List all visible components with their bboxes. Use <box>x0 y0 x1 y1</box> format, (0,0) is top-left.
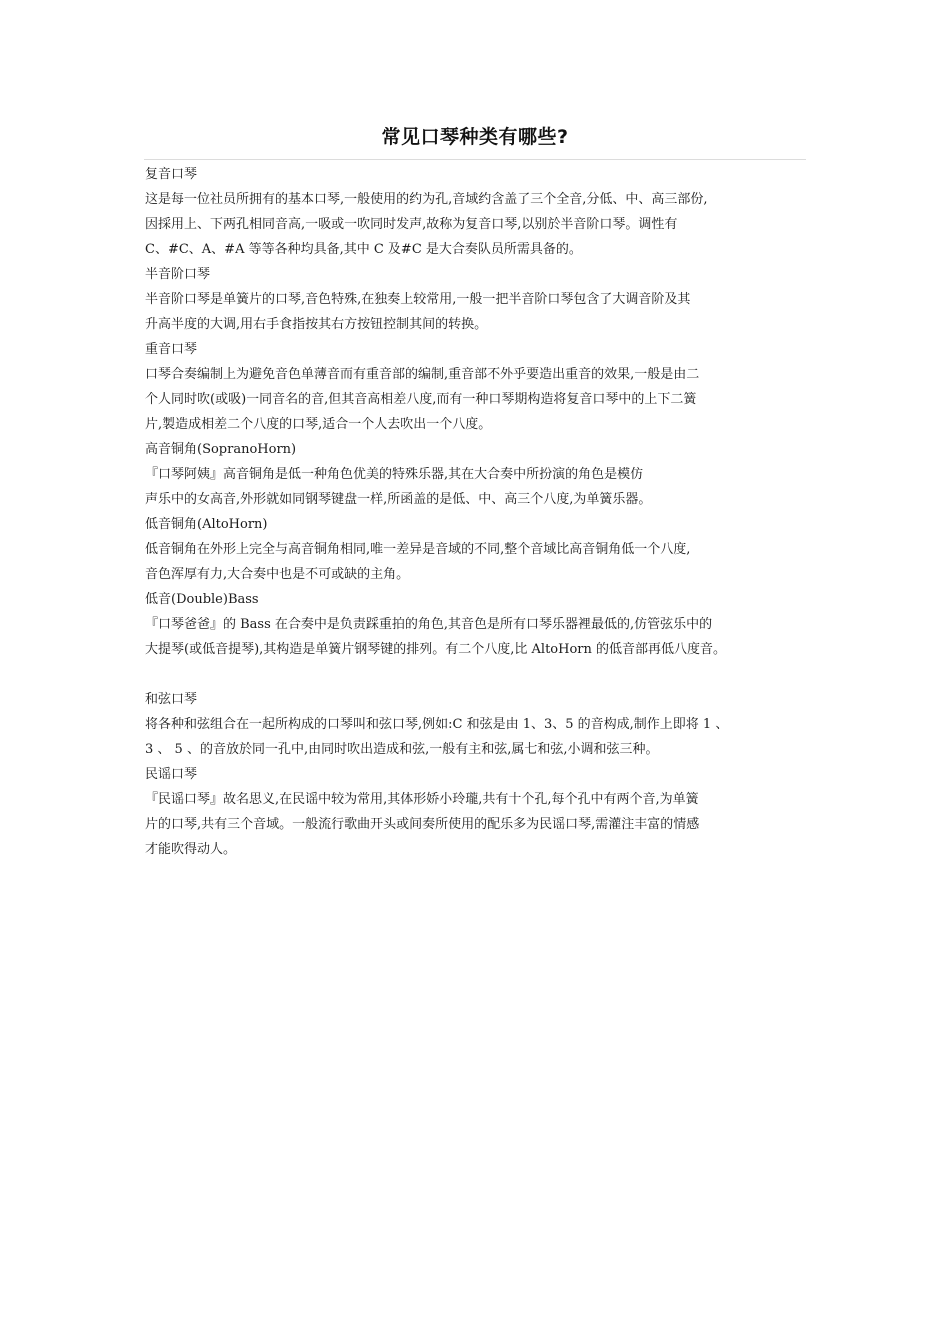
blank-line <box>145 662 825 687</box>
paragraph-line: 片,製造成相差二个八度的口琴,适合一个人去吹出一个八度。 <box>145 417 492 432</box>
title-divider <box>144 159 806 160</box>
paragraph-line: 音色浑厚有力,大合奏中也是不可或缺的主角。 <box>145 567 410 582</box>
page-title: 常见口琴种类有哪些? <box>381 126 569 148</box>
section-heading-chord: 和弦口琴 <box>145 692 198 707</box>
paragraph-line: 声乐中的女高音,外形就如同钢琴键盘一样,所函盖的是低、中、高三个八度,为单簧乐器。 <box>145 492 652 507</box>
document-body <box>145 162 825 862</box>
section-heading-octave: 重音口琴 <box>145 342 198 357</box>
section-heading-alto-horn: 低音铜角(AltoHorn) <box>145 517 268 532</box>
paragraph-line: C、#C、A、#A 等等各种均具备,其中 C 及#C 是大合奏队员所需具备的。 <box>145 242 582 257</box>
paragraph-line: 大提琴(或低音提琴),其构造是单簧片钢琴键的排列。有二个八度,比 AltoHorn 的低音部再低八度音。 <box>145 642 727 657</box>
paragraph-line: 『口琴爸爸』的 Bass 在合奏中是负责踩重拍的角色,其音色是所有口琴乐器裡最低的,仿管弦乐中的 <box>145 617 713 632</box>
paragraph-line: 片的口琴,共有三个音域。一般流行歌曲开头或间奏所使用的配乐多为民谣口琴,需灌注丰富的情感 <box>145 817 700 832</box>
paragraph-line: 『民谣口琴』故名思义,在民谣中较为常用,其体形娇小玲瓏,共有十个孔,每个孔中有两个音,为单簧 <box>145 792 699 807</box>
paragraph-line: 升高半度的大调,用右手食指按其右方按钮控制其间的转换。 <box>145 317 488 332</box>
paragraph-line: 将各种和弦组合在一起所构成的口琴叫和弦口琴,例如:C 和弦是由 1、3、5 的音构成,制作上即将 1 、 <box>145 717 729 732</box>
section-heading-chromatic-tremolo: 复音口琴 <box>145 167 198 182</box>
paragraph-line: 3 、 5 、的音放於同一孔中,由同时吹出造成和弦,一般有主和弦,属七和弦,小调和弦三种。 <box>145 742 659 757</box>
section-heading-soprano-horn: 高音铜角(SopranoHorn) <box>145 442 297 457</box>
section-heading-chromatic: 半音阶口琴 <box>145 267 211 282</box>
section-heading-folk: 民谣口琴 <box>145 767 198 782</box>
paragraph-line: 这是每一位社员所拥有的基本口琴,一般使用的约为孔,音域约含盖了三个全音,分低、中、高三部份, <box>145 192 708 207</box>
paragraph-line: 个人同时吹(或吸)一同音名的音,但其音高相差八度,而有一种口琴期构造将复音口琴中的上下二簧 <box>145 392 697 407</box>
paragraph-line: 半音阶口琴是单簧片的口琴,音色特殊,在独奏上较常用,一般一把半音阶口琴包含了大调音阶及其 <box>145 292 691 307</box>
paragraph-line: 才能吹得动人。 <box>145 842 237 857</box>
paragraph-line: 低音铜角在外形上完全与高音铜角相同,唯一差异是音域的不同,整个音域比高音铜角低一个八度, <box>145 542 691 557</box>
paragraph-line: 口琴合奏编制上为避免音色单薄音而有重音部的编制,重音部不外乎要造出重音的效果,一般是由二 <box>145 367 700 382</box>
paragraph-line: 因採用上、下两孔相同音高,一吸或一吹同时发声,故称为复音口琴,以别於半音阶口琴。调性有 <box>145 217 678 232</box>
section-heading-double-bass: 低音(Double)Bass <box>145 592 259 607</box>
paragraph-line: 『口琴阿姨』高音铜角是低一种角色优美的特殊乐器,其在大合奏中所扮演的角色是模仿 <box>145 467 644 482</box>
